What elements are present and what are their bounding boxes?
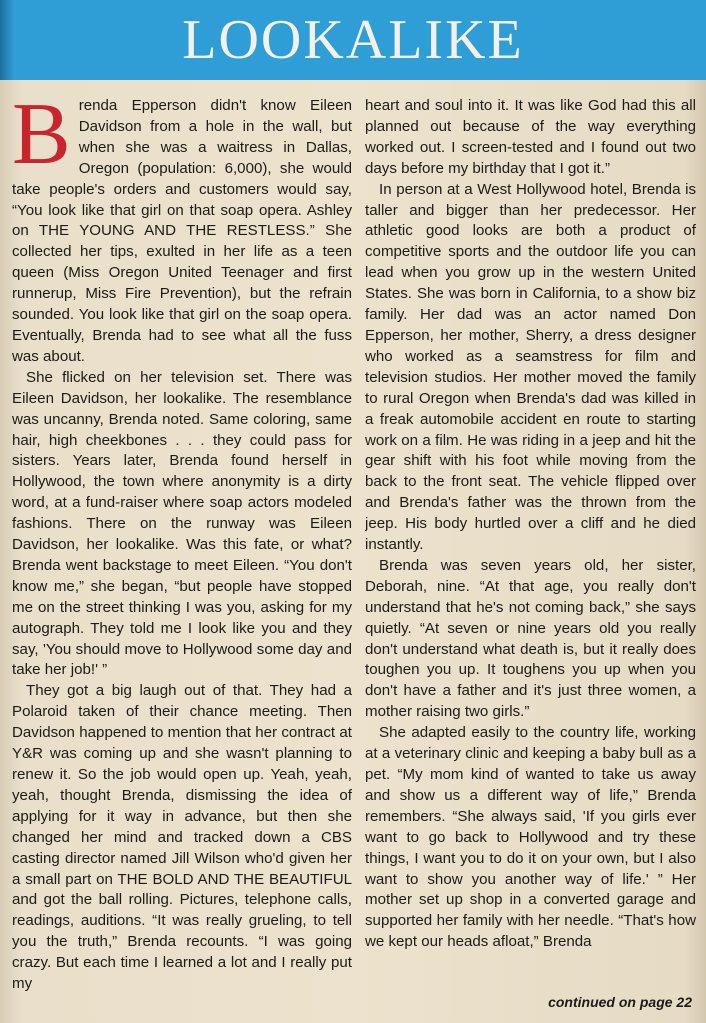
article-paragraph: Brenda was seven years old, her sister, Deborah, nine. “At that age, you really don't understand that he's not coming back,” she says quietly. “At seven or nine years old you really don't understand what death is, but it really does toughen you up. It toughens you up when you don't have a father and it's just three women, a mother raising two girls.” [365, 556, 696, 721]
article-paragraph: renda Epperson didn't know Eileen Davidson from a hole in the wall, but when she was a waitress in Dallas, Oregon (population: 6,000), she would take people's orders and customers would say, “You look like that girl on that soap opera. Ashley on THE YOUNG AND THE RESTLESS.” She collected her tips, exulted in her life as a teen queen (Miss Oregon United Teenager and first runnerup, Miss Fire Prevention), but the refrain sounded. You look like that girl on the soap opera. Eventually, Brenda had to see what all the fuss was about. [12, 97, 352, 365]
title-banner [0, 0, 706, 80]
article-column-right [365, 96, 696, 1016]
article-column-left [12, 96, 352, 1016]
article-paragraph: In person at a West Hollywood hotel, Brenda is taller and bigger than her predecessor. Her athletic good looks are both a product of competitive sports and the outdoor life you can lead when you grow up in the western United States. She was born in California, to a show biz family. Her dad was an actor named Don Epperson, her mother, Sherry, a dress designer who worked as a seamstress for film and television studios. Her mother moved the family to rural Oregon when Brenda's dad was killed in a freak automobile accident en route to starting work on a film. He was riding in a jeep and hit the gear shift with his foot while moving from the back to the front seat. The vehicle flipped over and Brenda's father was the thrown from the jeep. His body hurtled over a cliff and he died instantly. [365, 180, 696, 554]
article-paragraph: heart and soul into it. It was like God had this all planned out because of the way everything worked out. I screen-tested and I found out two days before my birthday that I got it.” [365, 97, 696, 177]
continued-note: continued on page 22 [548, 994, 692, 1010]
page-title: LOOKALIKE [182, 9, 524, 71]
article-paragraph: She flicked on her television set. There was Eileen Davidson, her lookalike. The resemblance was uncanny, Brenda noted. Same coloring, same hair, high cheekbones . . . they could pass for sisters. Years later, Brenda found herself in Hollywood, the town where anonymity is a dirty word, at a fund-raiser where soap actors modeled fashions. There on the runway was Eileen Davidson, her lookalike. Was this fate, or what? Brenda went backstage to meet Eileen. “You don't know me,” she began, “but people have stopped me on the street thinking I was you, asking for my autograph. They told me I look like you and they say, 'You should move to Hollywood some day and take her job!' ” [12, 368, 352, 679]
drop-cap: B [12, 96, 71, 183]
article-paragraph: She adapted easily to the country life, working at a veterinary clinic and keeping a baby bull as a pet. “My mom kind of wanted to take us away and show us a different way of life,” Brenda remembers. “She always said, 'If you girls ever want to go back to Hollywood and try these things, I want you to do it on your own, but I also want to show you another way of life.' ” Her mother set up shop in a converted garage and supported her family with her needle. “That's how we kept our heads afloat,” Brenda [365, 724, 696, 951]
article-paragraph: They got a big laugh out of that. They had a Polaroid taken of their chance meeting. Then Davidson happened to mention that her contract at Y&R was coming up and she wasn't planning to renew it. So the job would open up. Yeah, yeah, yeah, thought Brenda, dismissing the idea of applying for it way in advance, but then she changed her mind and tracked down a CBS casting director named Jill Wilson who'd given her a small part on THE BOLD AND THE BEAUTIFUL and got the ball rolling. Pictures, telephone calls, readings, auditions. “It was really grueling, to tell you the truth,” Brenda recounts. “I was going crazy. But each time I learned a lot and I really put my [12, 682, 352, 993]
